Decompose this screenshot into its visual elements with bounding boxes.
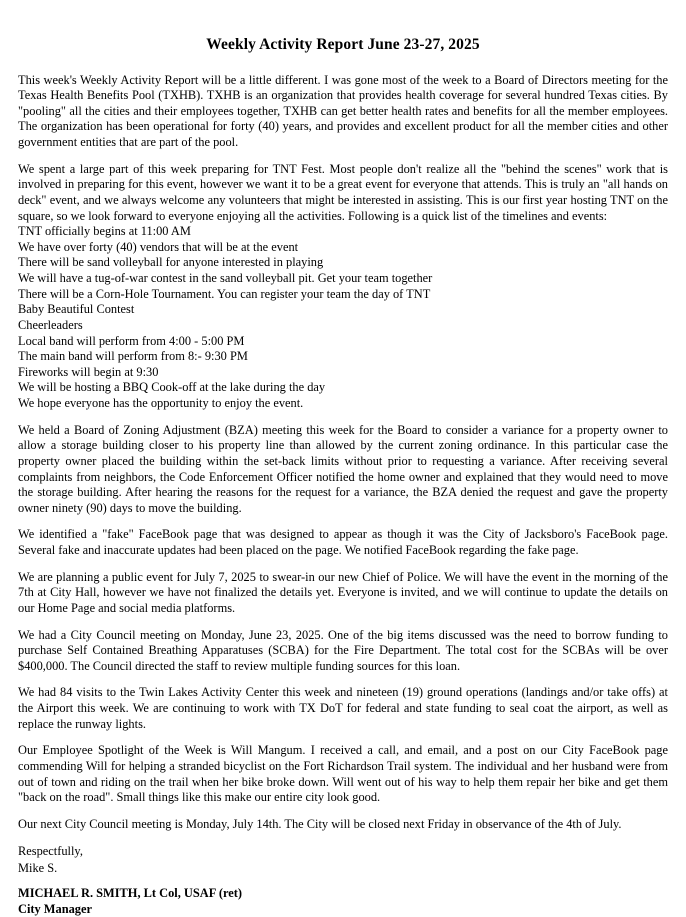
- paragraph-bza: We held a Board of Zoning Adjustment (BZA) meeting this week for the Board to consider a variance for a property owner to allow a storage building closer to his property line than allowed by the current zoning ordinance. In this particular case the property owner placed the building within the set-back limits without prior to requesting a variance. After receiving several complaints from neighbors, the Code Enforcement Officer notified the home owner and explained that they would need to move the storage building. After hearing the reasons for the request for a variance, the BZA denied the request and gave the property owner ninety (90) days to move the building.: [18, 422, 668, 515]
- list-item: TNT officially begins at 11:00 AM: [18, 224, 191, 239]
- paragraph-fake-facebook: We identified a "fake" FaceBook page that was designed to appear as though it was the City of Jacksboro's FaceBook page. Several fake and inaccurate updates had been placed on the page. We notified FaceBook regarding the fake page.: [18, 527, 668, 558]
- list-item: We will have a tug-of-war contest in the sand volleyball pit. Get your team together: [18, 271, 433, 286]
- list-item: There will be a Corn-Hole Tournament. You can register your team the day of TNT: [18, 286, 431, 301]
- document-title: Weekly Activity Report June 23-27, 2025: [206, 36, 480, 53]
- paragraph-police-chief-event: We are planning a public event for July 7, 2025 to swear-in our new Chief of Police. We will have the event in the morning of the 7th at City Hall, however we have not finalized the details yet. Everyone is invited, and we will continue to update the details on our Home Page and social media platforms.: [18, 569, 668, 615]
- closing-job-title: City Manager: [18, 901, 92, 916]
- paragraph-activity-center-airport: We had 84 visits to the Twin Lakes Activity Center this week and nineteen (19) ground operations (landings and/or take offs) at the Airport this week. We are continuing to work with TX DoT for federal and state funding to seal coat the airport, as well as replace the runway lights.: [18, 685, 668, 731]
- list-item: We hope everyone has the opportunity to enjoy the event.: [18, 396, 304, 411]
- list-item: The main band will perform from 8:- 9:30 PM: [18, 349, 248, 364]
- closing-block: [18, 843, 668, 917]
- closing-salutation: Respectfully,: [18, 844, 83, 859]
- paragraph-intro: This week's Weekly Activity Report will be a little different. I was gone most of the week to a Board of Directors meeting for the Texas Health Benefits Pool (TXHB). TXHB is an organization that provides health coverage for several hundred Texas cities. By "pooling" all the cities and their employees together, TXHB can get better health rates and benefits for all the member employees. The organization has been operational for forty (40) years, and provides and excellent product for all the member cities and other government entities that are part of the pool.: [18, 72, 668, 150]
- paragraph-city-council-scba: We had a City Council meeting on Monday, June 23, 2025. One of the big items discussed was the need to borrow funding to purchase Self Contained Breathing Apparatuses (SCBA) for the Fire Department. The total cost for the SCBAs will be over $400,000. The Council directed the staff to review multiple funding sources for this loan.: [18, 627, 668, 673]
- paragraph-next-meeting: Our next City Council meeting is Monday, July 14th. The City will be closed next Friday in observance of the 4th of July.: [18, 816, 622, 831]
- list-item: Cheerleaders: [18, 317, 83, 332]
- list-item: We will be hosting a BBQ Cook-off at the lake during the day: [18, 380, 326, 395]
- list-item: Local band will perform from 4:00 - 5:00 PM: [18, 333, 245, 348]
- list-item: Baby Beautiful Contest: [18, 302, 135, 317]
- list-item: We have over forty (40) vendors that will be at the event: [18, 239, 299, 254]
- signature-spacer: [18, 876, 668, 885]
- paragraph-employee-spotlight: Our Employee Spotlight of the Week is Will Mangum. I received a call, and email, and a post on our City FaceBook page commending Will for helping a stranded bicyclist on the Fort Richardson Trail system. The individual and her husband were from out of town and riding on the trail when her bike broke down. Will went out of his way to help them repair her bike and get them "back on the road". Small things like this make our entire city look good.: [18, 743, 668, 805]
- list-item: Fireworks will begin at 9:30: [18, 364, 159, 379]
- paragraph-tnt-intro: We spent a large part of this week preparing for TNT Fest. Most people don't realize all the "behind the scenes" work that is involved in preparing for this event, however we want it to be a great event for everyone that attends. This is truly an "all hands on deck" event, and we always welcome any volunteers that might be interested in assisting. This is our first year hosting TNT on the square, so we look forward to everyone enjoying all the activities. Following is a quick list of the timelines and events:: [18, 161, 668, 223]
- tnt-event-list: [18, 224, 668, 412]
- closing-signature: Mike S.: [18, 860, 58, 875]
- closing-full-name: MICHAEL R. SMITH, Lt Col, USAF (ret): [18, 885, 243, 900]
- list-item: There will be sand volleyball for anyone interested in playing: [18, 255, 324, 270]
